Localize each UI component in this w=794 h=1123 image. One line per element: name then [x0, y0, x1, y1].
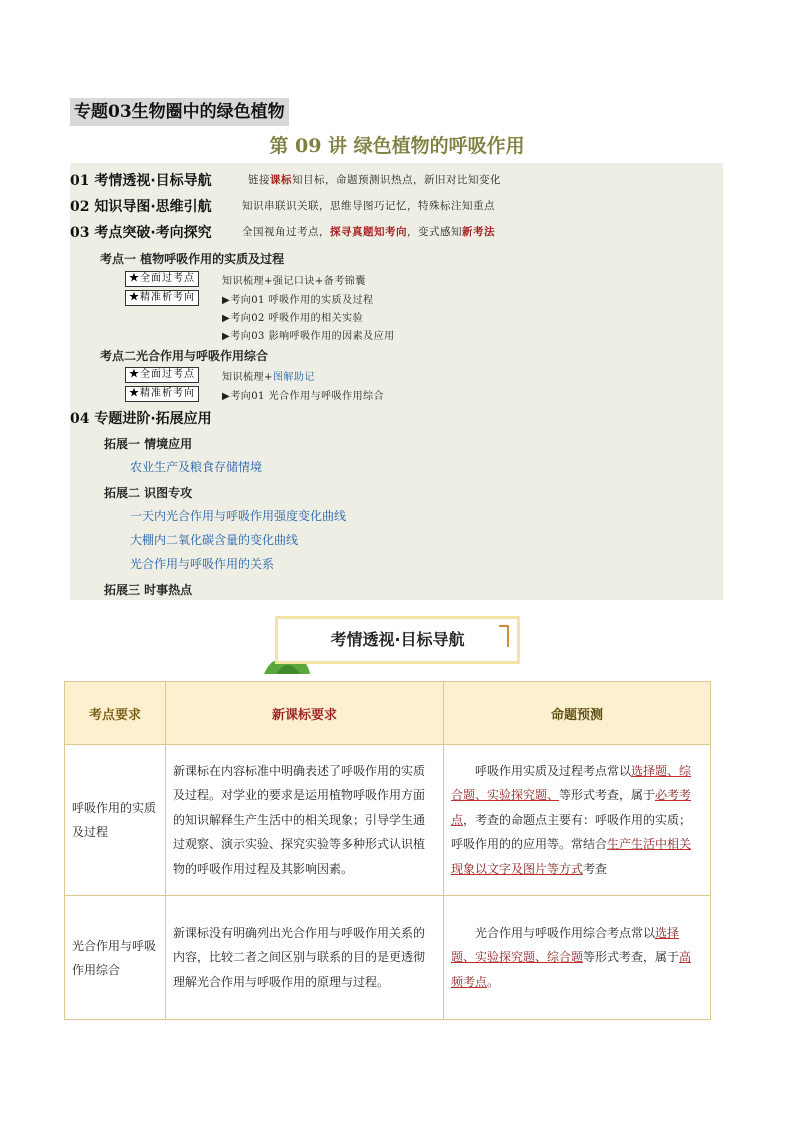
- topic-name: 生物圈中的绿色植物: [131, 102, 285, 122]
- lecture-number: 09: [294, 135, 322, 157]
- kp2-direction-1[interactable]: ▶考向01 光合作用与呼吸作用综合: [222, 391, 385, 402]
- lecture-prefix: 第: [269, 135, 289, 157]
- tag-precise-analysis: ★精准析考向: [125, 290, 199, 306]
- toc-extension-2[interactable]: 拓展二 识图专攻: [104, 486, 193, 500]
- row-requirement: 新课标在内容标准中明确表述了呼吸作用的实质及过程。对学业的要求是运用植物呼吸作用方面的知识解释生产生活中的相关现象；引导学生通过观察、演示实验、探究实验等多种形式认识植物的呼吸作用过程及其影响因素。: [166, 745, 444, 896]
- toc-extension-1[interactable]: 拓展一 情境应用: [104, 437, 193, 451]
- table-header: 命题预测: [444, 682, 711, 745]
- section-title: 考情透视·目标导航: [94, 173, 212, 189]
- row-prediction: [444, 745, 711, 896]
- pred-underline: 选择题、综合题、实验探究题、: [451, 763, 692, 803]
- section-number: 03: [70, 225, 90, 241]
- toc-section-01-desc: [248, 172, 501, 187]
- note-text: 知识梳理+: [222, 372, 273, 383]
- kp1-direction-3[interactable]: ▶考向03 影响呼吸作用的因素及应用: [222, 331, 395, 342]
- kp2-note: [222, 368, 315, 383]
- banner-accent: [499, 625, 509, 627]
- pred-text: ，考查的命题点主要有：呼吸作用的实质；呼吸作用的的应用等。常结合: [451, 812, 692, 852]
- section-title: 考点突破·考向探究: [94, 225, 212, 241]
- desc-text: 知目标，命题预测识热点，新旧对比知变化: [292, 174, 501, 186]
- tag-full-review: ★全面过考点: [125, 367, 199, 383]
- kp1-note: 知识梳理+强记口诀+备考锦囊: [222, 276, 366, 287]
- pred-text: 等形式考查，属于: [559, 788, 656, 803]
- section-number: 02: [70, 199, 90, 215]
- section-number: 04: [70, 411, 90, 427]
- lecture-title: [0, 131, 794, 158]
- row-label: 光合作用与呼吸作用综合: [65, 896, 166, 1020]
- table-of-contents: [70, 163, 723, 600]
- topic-prefix: 专题: [74, 102, 108, 122]
- section-title: 知识导图·思维引航: [94, 199, 212, 215]
- ext2-item-1[interactable]: 一天内光合作用与呼吸作用强度变化曲线: [130, 509, 347, 523]
- toc-section-02[interactable]: [70, 196, 212, 216]
- section-title: 专题进阶·拓展应用: [94, 411, 212, 427]
- toc-section-04[interactable]: [70, 408, 212, 428]
- section-number: 01: [70, 173, 90, 189]
- pred-text: 呼吸作用实质及过程考点常以: [475, 763, 632, 778]
- pred-text: 光合作用与呼吸作用综合考点常以: [475, 925, 656, 940]
- topic-title: [70, 98, 289, 126]
- toc-keypoint-1[interactable]: 考点一 植物呼吸作用的实质及过程: [100, 252, 285, 266]
- desc-highlight: 新考法: [462, 226, 495, 238]
- ext2-item-3[interactable]: 光合作用与呼吸作用的关系: [130, 557, 275, 571]
- table-row: [65, 896, 711, 1020]
- pred-underline: 必考考点: [451, 788, 692, 827]
- desc-text: 全国视角过考点，: [242, 226, 330, 238]
- note-highlight: 图解助记: [272, 372, 315, 383]
- table-header-row: [65, 682, 711, 745]
- toc-extension-3[interactable]: 拓展三 时事热点: [104, 583, 193, 597]
- kp1-direction-1[interactable]: ▶考向01 呼吸作用的实质及过程: [222, 295, 374, 306]
- table-header: 考点要求: [65, 682, 166, 745]
- pred-underline: 高频考点: [451, 950, 692, 989]
- topic-number: 03: [108, 102, 132, 122]
- row-prediction: [444, 896, 711, 1020]
- pred-text: 。: [487, 974, 500, 989]
- pred-underline: 选择题、实验探究题、综合题: [451, 925, 680, 965]
- toc-section-01[interactable]: [70, 170, 212, 190]
- desc-highlight: 课标: [270, 174, 292, 186]
- pred-text: 等形式考查，属于: [583, 950, 680, 965]
- toc-section-02-desc: 知识串联识关联，思维导图巧记忆，特殊标注知重点: [242, 200, 495, 212]
- row-label: 呼吸作用的实质及过程: [65, 745, 166, 896]
- ext2-item-2[interactable]: 大棚内二氧化碳含量的变化曲线: [130, 533, 299, 547]
- tag-precise-analysis: ★精准析考向: [125, 386, 199, 402]
- banner-accent: [507, 625, 509, 647]
- table-header: 新课标要求: [166, 682, 444, 745]
- tag-full-review: ★全面过考点: [125, 271, 199, 287]
- desc-text: 链接: [248, 174, 270, 186]
- desc-highlight: 探寻真题知考向: [330, 226, 407, 238]
- row-requirement: 新课标没有明确列出光合作用与呼吸作用关系的内容，比较二者之间区别与联系的目的是更透彻理解光合作用与呼吸作用的原理与过程。: [166, 896, 444, 1020]
- toc-keypoint-2[interactable]: 考点二光合作用与呼吸作用综合: [100, 349, 269, 363]
- section-banner: [275, 616, 520, 664]
- exam-table: [64, 681, 711, 1020]
- desc-text: ，变式感知: [407, 226, 462, 238]
- lecture-name: 讲 绿色植物的呼吸作用: [328, 135, 525, 157]
- kp1-direction-2[interactable]: ▶考向02 呼吸作用的相关实验: [222, 313, 364, 324]
- toc-section-03-desc: [242, 224, 495, 239]
- pred-underline: 生产生活中相关现象以文字及图片等方式: [451, 837, 692, 876]
- toc-section-03[interactable]: [70, 222, 212, 242]
- table-row: [65, 745, 711, 896]
- pred-text: 考查: [583, 861, 608, 876]
- banner-title: 考情透视·目标导航: [330, 630, 465, 649]
- ext1-item-1[interactable]: 农业生产及粮食存储情境: [130, 460, 263, 474]
